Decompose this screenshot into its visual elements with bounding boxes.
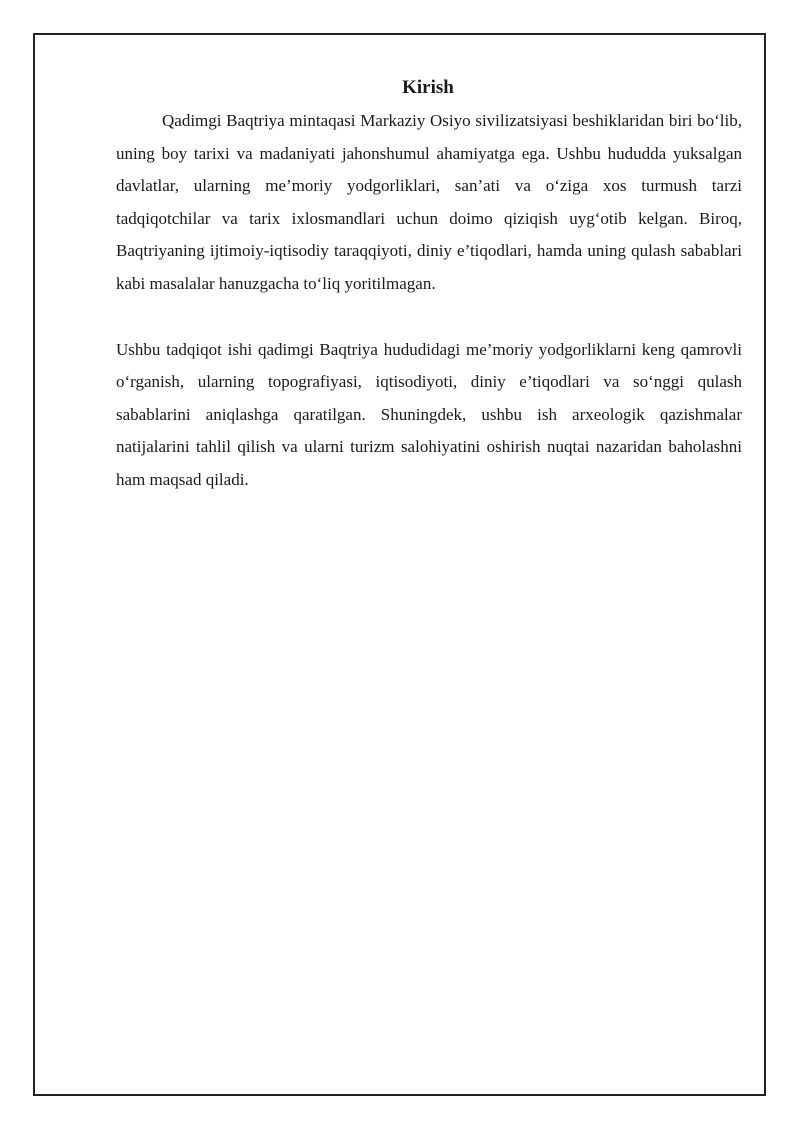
- paragraph-research-aim: Ushbu tadqiqot ishi qadimgi Baqtriya hududidagi me’moriy yodgorliklarni keng qamrovli o‘rganish, ularning topografiyasi, iqtisodiyoti, diniy e’tiqodlari va so‘nggi qulash sabablarini aniqlashga qaratilgan. Shuningdek, ushbu ish arxeologik qazishmalar natijalarini tahlil qilish va ularni turizm salohiyatini oshirish nuqtai nazaridan baholashni ham maqsad qiladi.: [116, 339, 742, 489]
- document-body: [116, 105, 742, 497]
- page-title: Kirish: [402, 77, 454, 98]
- paragraph-spacer: [116, 301, 742, 334]
- paragraph-intro: Qadimgi Baqtriya mintaqasi Markaziy Osiyo sivilizatsiyasi beshiklaridan biri bo‘lib, uning boy tarixi va madaniyati jahonshumul ahamiyatga ega. Ushbu hududda yuksalgan davlatlar, ularning me’moriy yodgorliklari, san’ati va o‘ziga xos turmush tarzi tadqiqotchilar va tarix ixlosmandlari uchun doimo qiziqish uyg‘otib kelgan. Biroq, Baqtriyaning ijtimoiy-iqtisodiy taraqqiyoti, diniy e’tiqodlari, hamda uning qulash sabablari kabi masalalar hanuzgacha to‘liq yoritilmagan.: [116, 111, 742, 293]
